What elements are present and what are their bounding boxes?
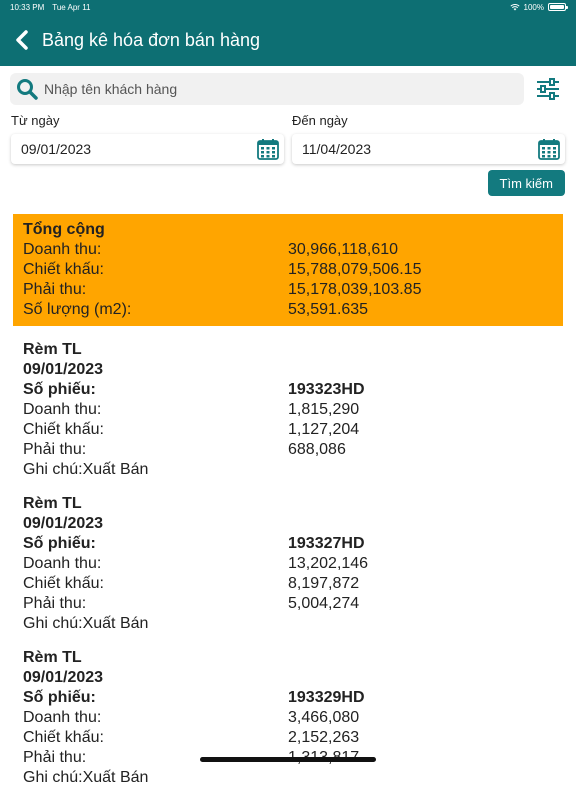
- ticket-row: [23, 688, 553, 708]
- back-button[interactable]: [12, 28, 32, 52]
- from-date-group: [11, 112, 284, 164]
- receivable-label: Phải thu:: [23, 441, 87, 458]
- total-row: [23, 300, 553, 320]
- search-icon: [16, 78, 38, 100]
- customer-name: Rèm TL: [23, 649, 82, 666]
- total-row-label: Phải thu:: [23, 281, 87, 298]
- battery-level: [550, 5, 564, 9]
- discount-row: [23, 574, 553, 594]
- revenue-label: Doanh thu:: [23, 555, 102, 572]
- discount-label: Chiết khấu:: [23, 421, 104, 438]
- total-row-label: Chiết khấu:: [23, 261, 104, 278]
- receivable-row: [23, 594, 553, 614]
- filter-button[interactable]: [530, 73, 566, 105]
- invoice-item[interactable]: [23, 494, 553, 634]
- from-date-field[interactable]: [11, 134, 284, 164]
- customer-search-input[interactable]: [44, 81, 484, 97]
- revenue-value: 3,466,080: [288, 709, 360, 726]
- from-date-value: 09/01/2023: [21, 141, 92, 157]
- status-bar: [0, 0, 576, 14]
- total-row: [23, 280, 553, 300]
- discount-value: 8,197,872: [288, 575, 360, 592]
- calendar-icon[interactable]: [537, 137, 561, 161]
- ticket-label: Số phiếu:: [23, 381, 96, 398]
- receivable-label: Phải thu:: [23, 749, 87, 766]
- to-date-group: [292, 112, 565, 164]
- revenue-label: Doanh thu:: [23, 401, 102, 418]
- from-date-label: Từ ngày: [11, 113, 60, 128]
- invoice-date: 09/01/2023: [23, 361, 104, 378]
- wifi-icon: [510, 3, 520, 11]
- ticket-number: 193329HD: [288, 689, 365, 706]
- total-row-value: 53,591.635: [288, 301, 369, 318]
- invoice-date: 09/01/2023: [23, 669, 104, 686]
- status-time: 10:33 PM: [10, 2, 45, 12]
- revenue-row: [23, 554, 553, 574]
- calendar-icon[interactable]: [256, 137, 280, 161]
- invoice-date: 09/01/2023: [23, 515, 104, 532]
- customer-name: Rèm TL: [23, 341, 82, 358]
- total-row: [23, 260, 553, 280]
- revenue-row: [23, 708, 553, 728]
- total-row: [23, 240, 553, 260]
- invoice-note: Ghi chú:Xuất Bán: [23, 769, 149, 786]
- receivable-value: 688,086: [288, 441, 346, 458]
- search-button-row: [0, 164, 576, 196]
- ticket-row: [23, 534, 553, 554]
- invoice-note: Ghi chú:Xuất Bán: [23, 615, 149, 632]
- to-date-value: 11/04/2023: [302, 141, 372, 157]
- search-button[interactable]: Tìm kiếm: [488, 170, 565, 196]
- revenue-label: Doanh thu:: [23, 709, 102, 726]
- search-row: [0, 66, 576, 106]
- discount-value: 2,152,263: [288, 729, 360, 746]
- total-row-value: 15,178,039,103.85: [288, 281, 422, 298]
- revenue-value: 1,815,290: [288, 401, 360, 418]
- home-indicator[interactable]: [200, 757, 376, 762]
- invoice-list: [0, 340, 576, 788]
- total-summary: [13, 214, 563, 326]
- customer-name: Rèm TL: [23, 495, 82, 512]
- ticket-label: Số phiếu:: [23, 535, 96, 552]
- invoice-note: Ghi chú:Xuất Bán: [23, 461, 149, 478]
- to-date-field[interactable]: [292, 134, 565, 164]
- discount-value: 1,127,204: [288, 421, 360, 438]
- discount-row: [23, 420, 553, 440]
- total-heading: Tổng cộng: [23, 221, 105, 238]
- date-range: [0, 112, 576, 164]
- ticket-number: 193323HD: [288, 381, 365, 398]
- chevron-left-icon: [15, 30, 29, 50]
- filter-icon: [536, 78, 560, 100]
- search-box[interactable]: [10, 73, 524, 105]
- receivable-row: [23, 440, 553, 460]
- ticket-number: 193327HD: [288, 535, 365, 552]
- total-row-label: Doanh thu:: [23, 241, 102, 258]
- ticket-label: Số phiếu:: [23, 689, 96, 706]
- nav-bar: [0, 14, 576, 66]
- discount-label: Chiết khấu:: [23, 729, 104, 746]
- ticket-row: [23, 380, 553, 400]
- page-title: Bảng kê hóa đơn bán hàng: [42, 29, 260, 50]
- receivable-value: 5,004,274: [288, 595, 360, 612]
- invoice-item[interactable]: [23, 648, 553, 788]
- total-row-label: Số lượng (m2):: [23, 301, 132, 318]
- invoice-item[interactable]: [23, 340, 553, 480]
- total-row-value: 30,966,118,610: [288, 241, 399, 258]
- revenue-value: 13,202,146: [288, 555, 369, 572]
- to-date-label: Đến ngày: [292, 113, 348, 128]
- discount-row: [23, 728, 553, 748]
- revenue-row: [23, 400, 553, 420]
- total-row-value: 15,788,079,506.15: [288, 261, 422, 278]
- status-date: Tue Apr 11: [52, 2, 91, 12]
- receivable-label: Phải thu:: [23, 595, 87, 612]
- discount-label: Chiết khấu:: [23, 575, 104, 592]
- battery-percent: 100%: [523, 2, 544, 12]
- battery-icon: [548, 3, 566, 11]
